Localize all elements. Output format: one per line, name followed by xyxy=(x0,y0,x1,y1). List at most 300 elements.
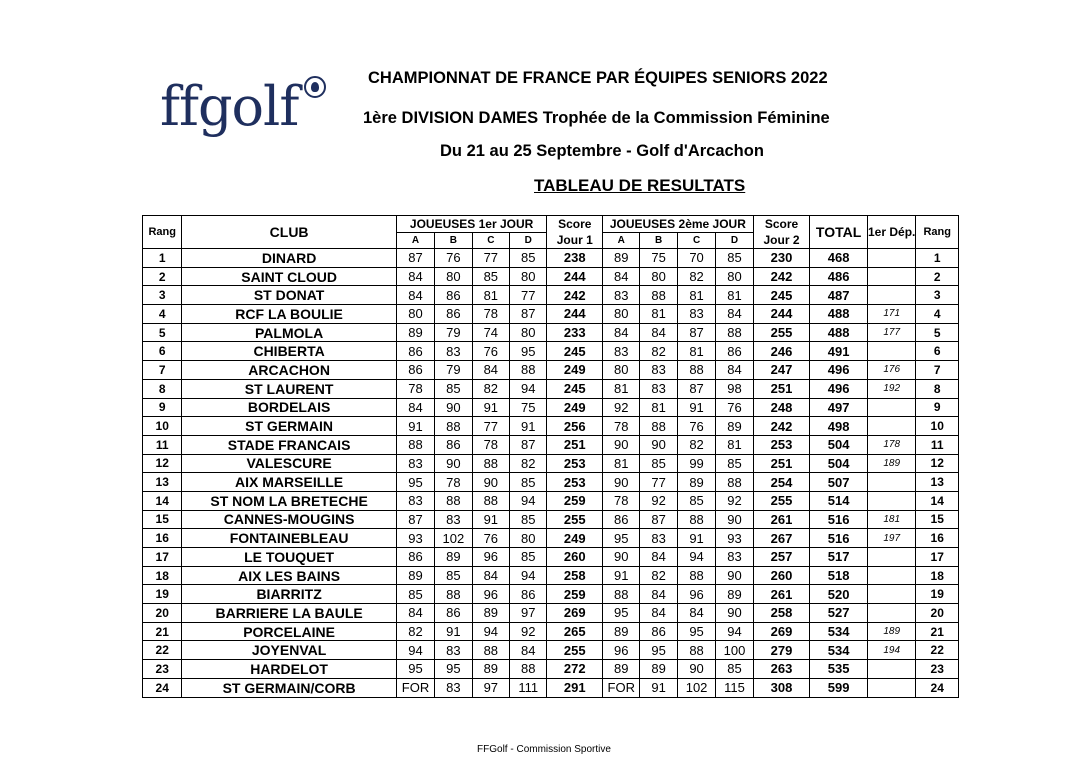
total-cell: 491 xyxy=(810,342,868,361)
day2-player-d-cell: 90 xyxy=(716,566,753,585)
score-day1-cell: 259 xyxy=(547,585,603,604)
header-player-d: D xyxy=(510,233,547,249)
score-day2-cell: 251 xyxy=(753,379,810,398)
club-name-cell: ST GERMAIN/CORB xyxy=(182,678,396,697)
total-cell: 496 xyxy=(810,379,868,398)
day2-player-d-cell: 100 xyxy=(716,641,753,660)
day2-player-b-cell: 89 xyxy=(640,660,677,679)
header-player-b: B xyxy=(435,233,472,249)
day1-player-a-cell: 83 xyxy=(396,491,434,510)
day1-player-b-cell: 79 xyxy=(435,323,472,342)
day1-player-d-cell: 92 xyxy=(510,622,547,641)
day1-player-d-cell: 95 xyxy=(510,342,547,361)
day2-player-b-cell: 83 xyxy=(640,529,677,548)
rank-cell: 2 xyxy=(143,267,182,286)
day2-player-b-cell: 82 xyxy=(640,566,677,585)
total-cell: 496 xyxy=(810,361,868,380)
day2-player-a-cell: 84 xyxy=(603,267,640,286)
day2-player-a-cell: 81 xyxy=(603,379,640,398)
first-departure-cell xyxy=(867,398,916,417)
score-day1-cell: 269 xyxy=(547,604,603,623)
score-day2-cell: 247 xyxy=(753,361,810,380)
day2-player-d-cell: 90 xyxy=(716,510,753,529)
day1-player-b-cell: 89 xyxy=(435,548,472,567)
day2-player-c-cell: 90 xyxy=(677,660,715,679)
day1-player-d-cell: 85 xyxy=(510,473,547,492)
day1-player-b-cell: 90 xyxy=(435,454,472,473)
score-day1-cell: 251 xyxy=(547,435,603,454)
table-row xyxy=(143,379,959,398)
day1-player-b-cell: 78 xyxy=(435,473,472,492)
club-name-cell: BIARRITZ xyxy=(182,585,396,604)
day1-player-c-cell: 78 xyxy=(472,305,509,324)
header-player-a: A xyxy=(603,233,640,249)
day2-player-a-cell: 95 xyxy=(603,604,640,623)
ffgolf-logo xyxy=(160,75,299,138)
rank-cell: 21 xyxy=(143,622,182,641)
rank-right-cell: 18 xyxy=(916,566,959,585)
score-day1-cell: 255 xyxy=(547,510,603,529)
day2-player-b-cell: 81 xyxy=(640,398,677,417)
day2-player-b-cell: 77 xyxy=(640,473,677,492)
day1-player-b-cell: 86 xyxy=(435,604,472,623)
day1-player-b-cell: 76 xyxy=(435,249,472,268)
rank-cell: 19 xyxy=(143,585,182,604)
first-departure-cell xyxy=(867,342,916,361)
day1-player-d-cell: 94 xyxy=(510,491,547,510)
day1-player-c-cell: 88 xyxy=(472,454,509,473)
rank-right-cell: 7 xyxy=(916,361,959,380)
day2-player-d-cell: 85 xyxy=(716,660,753,679)
score-day1-cell: 245 xyxy=(547,379,603,398)
day2-player-a-cell: 95 xyxy=(603,529,640,548)
rank-cell: 4 xyxy=(143,305,182,324)
rank-right-cell: 2 xyxy=(916,267,959,286)
first-departure-cell xyxy=(867,491,916,510)
day1-player-b-cell: 85 xyxy=(435,379,472,398)
table-row xyxy=(143,435,959,454)
first-departure-cell: 197 xyxy=(867,529,916,548)
total-cell: 518 xyxy=(810,566,868,585)
score-day2-cell: 279 xyxy=(753,641,810,660)
first-departure-cell xyxy=(867,566,916,585)
rank-right-cell: 3 xyxy=(916,286,959,305)
day1-player-b-cell: 85 xyxy=(435,566,472,585)
day1-player-d-cell: 91 xyxy=(510,417,547,436)
club-name-cell: ST DONAT xyxy=(182,286,396,305)
day1-player-c-cell: 82 xyxy=(472,379,509,398)
day2-player-b-cell: 83 xyxy=(640,379,677,398)
day2-player-a-cell: 86 xyxy=(603,510,640,529)
day2-player-d-cell: 89 xyxy=(716,417,753,436)
day2-player-d-cell: 85 xyxy=(716,249,753,268)
total-cell: 517 xyxy=(810,548,868,567)
day2-player-c-cell: 82 xyxy=(677,435,715,454)
day1-player-a-cell: 88 xyxy=(396,435,434,454)
score-day2-cell: 251 xyxy=(753,454,810,473)
rank-cell: 1 xyxy=(143,249,182,268)
day1-player-d-cell: 80 xyxy=(510,323,547,342)
day1-player-d-cell: 85 xyxy=(510,548,547,567)
rank-right-cell: 8 xyxy=(916,379,959,398)
club-name-cell: FONTAINEBLEAU xyxy=(182,529,396,548)
day2-player-b-cell: 92 xyxy=(640,491,677,510)
day2-player-a-cell: 83 xyxy=(603,342,640,361)
day2-player-c-cell: 99 xyxy=(677,454,715,473)
day1-player-c-cell: 89 xyxy=(472,604,509,623)
day2-player-c-cell: 102 xyxy=(677,678,715,697)
rank-right-cell: 9 xyxy=(916,398,959,417)
day1-player-d-cell: 80 xyxy=(510,529,547,548)
day2-player-d-cell: 85 xyxy=(716,454,753,473)
score-day2-cell: 257 xyxy=(753,548,810,567)
day2-player-c-cell: 82 xyxy=(677,267,715,286)
day1-player-d-cell: 87 xyxy=(510,435,547,454)
day1-player-a-cell: 82 xyxy=(396,622,434,641)
rank-right-cell: 21 xyxy=(916,622,959,641)
day1-player-c-cell: 89 xyxy=(472,660,509,679)
day2-player-a-cell: 83 xyxy=(603,286,640,305)
day2-player-b-cell: 87 xyxy=(640,510,677,529)
score-day2-cell: 263 xyxy=(753,660,810,679)
day1-player-c-cell: 81 xyxy=(472,286,509,305)
score-day1-cell: 233 xyxy=(547,323,603,342)
day2-player-a-cell: 90 xyxy=(603,435,640,454)
day1-player-a-cell: 95 xyxy=(396,473,434,492)
club-name-cell: HARDELOT xyxy=(182,660,396,679)
score-day1-cell: 259 xyxy=(547,491,603,510)
day1-player-b-cell: 80 xyxy=(435,267,472,286)
table-row xyxy=(143,249,959,268)
score-day2-cell: 261 xyxy=(753,510,810,529)
day2-player-d-cell: 88 xyxy=(716,473,753,492)
total-cell: 507 xyxy=(810,473,868,492)
day2-player-d-cell: 94 xyxy=(716,622,753,641)
day1-player-c-cell: 91 xyxy=(472,398,509,417)
score-day2-cell: 244 xyxy=(753,305,810,324)
day1-player-c-cell: 77 xyxy=(472,249,509,268)
rank-right-cell: 15 xyxy=(916,510,959,529)
day2-player-c-cell: 87 xyxy=(677,379,715,398)
table-row xyxy=(143,641,959,660)
first-departure-cell: 177 xyxy=(867,323,916,342)
club-name-cell: CHIBERTA xyxy=(182,342,396,361)
total-cell: 468 xyxy=(810,249,868,268)
score-day2-cell: 267 xyxy=(753,529,810,548)
day1-player-b-cell: 83 xyxy=(435,678,472,697)
day2-player-b-cell: 85 xyxy=(640,454,677,473)
day2-player-b-cell: 88 xyxy=(640,286,677,305)
score-day1-cell: 258 xyxy=(547,566,603,585)
day1-player-d-cell: 97 xyxy=(510,604,547,623)
day1-player-d-cell: 77 xyxy=(510,286,547,305)
first-departure-cell: 171 xyxy=(867,305,916,324)
day1-player-a-cell: 78 xyxy=(396,379,434,398)
day2-player-a-cell: 92 xyxy=(603,398,640,417)
first-departure-cell: 189 xyxy=(867,454,916,473)
score-day1-cell: 255 xyxy=(547,641,603,660)
rank-right-cell: 17 xyxy=(916,548,959,567)
club-name-cell: ARCACHON xyxy=(182,361,396,380)
day1-player-a-cell: 86 xyxy=(396,361,434,380)
day1-player-d-cell: 88 xyxy=(510,361,547,380)
day2-player-c-cell: 84 xyxy=(677,604,715,623)
total-cell: 487 xyxy=(810,286,868,305)
club-name-cell: PALMOLA xyxy=(182,323,396,342)
day2-player-a-cell: 88 xyxy=(603,585,640,604)
first-departure-cell xyxy=(867,286,916,305)
rank-cell: 10 xyxy=(143,417,182,436)
table-row xyxy=(143,548,959,567)
day1-player-b-cell: 86 xyxy=(435,305,472,324)
day2-player-d-cell: 88 xyxy=(716,323,753,342)
total-cell: 488 xyxy=(810,305,868,324)
rank-cell: 23 xyxy=(143,660,182,679)
day2-player-c-cell: 88 xyxy=(677,510,715,529)
day1-player-c-cell: 94 xyxy=(472,622,509,641)
day1-player-b-cell: 91 xyxy=(435,622,472,641)
total-cell: 534 xyxy=(810,641,868,660)
first-departure-cell xyxy=(867,267,916,286)
day2-player-d-cell: 90 xyxy=(716,604,753,623)
day2-player-c-cell: 91 xyxy=(677,529,715,548)
table-row xyxy=(143,678,959,697)
total-cell: 516 xyxy=(810,510,868,529)
page-footer: FFGolf - Commission Sportive xyxy=(477,744,611,755)
club-name-cell: LE TOUQUET xyxy=(182,548,396,567)
day1-player-a-cell: 87 xyxy=(396,249,434,268)
table-row xyxy=(143,398,959,417)
day1-player-d-cell: 82 xyxy=(510,454,547,473)
score-day1-cell: 244 xyxy=(547,267,603,286)
day2-player-d-cell: 84 xyxy=(716,305,753,324)
day1-player-c-cell: 77 xyxy=(472,417,509,436)
rank-right-cell: 6 xyxy=(916,342,959,361)
rank-cell: 16 xyxy=(143,529,182,548)
club-name-cell: SAINT CLOUD xyxy=(182,267,396,286)
total-cell: 516 xyxy=(810,529,868,548)
table-row xyxy=(143,323,959,342)
total-cell: 535 xyxy=(810,660,868,679)
score-day1-cell: 249 xyxy=(547,529,603,548)
day1-player-c-cell: 74 xyxy=(472,323,509,342)
total-cell: 520 xyxy=(810,585,868,604)
table-row xyxy=(143,454,959,473)
header-player-b: B xyxy=(640,233,677,249)
score-day1-cell: 238 xyxy=(547,249,603,268)
first-departure-cell xyxy=(867,604,916,623)
day2-player-a-cell: 81 xyxy=(603,454,640,473)
day1-player-c-cell: 97 xyxy=(472,678,509,697)
day1-player-c-cell: 76 xyxy=(472,342,509,361)
first-departure-cell: 189 xyxy=(867,622,916,641)
day1-player-b-cell: 90 xyxy=(435,398,472,417)
day1-player-b-cell: 102 xyxy=(435,529,472,548)
results-table xyxy=(142,215,959,698)
table-row xyxy=(143,286,959,305)
rank-right-cell: 16 xyxy=(916,529,959,548)
rooster-emblem-icon xyxy=(304,76,326,98)
header-first-departure: 1er Dép. xyxy=(867,216,916,249)
day1-player-c-cell: 91 xyxy=(472,510,509,529)
rank-cell: 5 xyxy=(143,323,182,342)
club-name-cell: AIX MARSEILLE xyxy=(182,473,396,492)
day1-player-c-cell: 84 xyxy=(472,361,509,380)
rank-right-cell: 12 xyxy=(916,454,959,473)
day1-player-a-cell: 93 xyxy=(396,529,434,548)
score-day1-cell: 253 xyxy=(547,473,603,492)
day2-player-c-cell: 81 xyxy=(677,286,715,305)
day2-player-b-cell: 84 xyxy=(640,548,677,567)
rank-cell: 22 xyxy=(143,641,182,660)
day1-player-d-cell: 86 xyxy=(510,585,547,604)
rank-cell: 14 xyxy=(143,491,182,510)
results-table-title: TABLEAU DE RESULTATS xyxy=(534,176,746,195)
day1-player-b-cell: 86 xyxy=(435,286,472,305)
day2-player-b-cell: 80 xyxy=(640,267,677,286)
rank-right-cell: 14 xyxy=(916,491,959,510)
day2-player-a-cell: 89 xyxy=(603,249,640,268)
day2-player-c-cell: 81 xyxy=(677,342,715,361)
first-departure-cell: 176 xyxy=(867,361,916,380)
club-name-cell: DINARD xyxy=(182,249,396,268)
table-row xyxy=(143,604,959,623)
day1-player-b-cell: 88 xyxy=(435,491,472,510)
day1-player-a-cell: 80 xyxy=(396,305,434,324)
score-day2-cell: 230 xyxy=(753,249,810,268)
day2-player-b-cell: 91 xyxy=(640,678,677,697)
day2-player-c-cell: 83 xyxy=(677,305,715,324)
day1-player-c-cell: 88 xyxy=(472,491,509,510)
day1-player-d-cell: 75 xyxy=(510,398,547,417)
day1-player-b-cell: 95 xyxy=(435,660,472,679)
header-score-day1: Score Jour 1 xyxy=(547,216,603,249)
header-rang-right: Rang xyxy=(916,216,959,249)
day1-player-d-cell: 87 xyxy=(510,305,547,324)
day1-player-c-cell: 88 xyxy=(472,641,509,660)
table-row xyxy=(143,267,959,286)
day2-player-c-cell: 88 xyxy=(677,641,715,660)
rank-cell: 6 xyxy=(143,342,182,361)
rank-cell: 11 xyxy=(143,435,182,454)
rank-cell: 7 xyxy=(143,361,182,380)
score-day1-cell: 245 xyxy=(547,342,603,361)
rank-right-cell: 11 xyxy=(916,435,959,454)
first-departure-cell: 178 xyxy=(867,435,916,454)
score-day1-cell: 249 xyxy=(547,398,603,417)
score-day2-cell: 242 xyxy=(753,267,810,286)
rank-right-cell: 20 xyxy=(916,604,959,623)
day1-player-c-cell: 90 xyxy=(472,473,509,492)
table-row xyxy=(143,566,959,585)
day1-player-a-cell: 95 xyxy=(396,660,434,679)
table-row xyxy=(143,417,959,436)
club-name-cell: ST LAURENT xyxy=(182,379,396,398)
day1-player-d-cell: 85 xyxy=(510,510,547,529)
day2-player-d-cell: 83 xyxy=(716,548,753,567)
day2-player-d-cell: 81 xyxy=(716,286,753,305)
day2-player-b-cell: 90 xyxy=(640,435,677,454)
table-row xyxy=(143,585,959,604)
day2-player-c-cell: 88 xyxy=(677,361,715,380)
rank-cell: 24 xyxy=(143,678,182,697)
club-name-cell: AIX LES BAINS xyxy=(182,566,396,585)
day2-player-a-cell: 90 xyxy=(603,548,640,567)
day1-player-b-cell: 88 xyxy=(435,585,472,604)
score-day1-cell: 260 xyxy=(547,548,603,567)
day2-player-d-cell: 76 xyxy=(716,398,753,417)
score-day1-cell: 249 xyxy=(547,361,603,380)
day1-player-d-cell: 111 xyxy=(510,678,547,697)
table-row xyxy=(143,660,959,679)
header-rang: Rang xyxy=(143,216,182,249)
day1-player-a-cell: 84 xyxy=(396,604,434,623)
day2-player-d-cell: 89 xyxy=(716,585,753,604)
day2-player-d-cell: 93 xyxy=(716,529,753,548)
first-departure-cell xyxy=(867,585,916,604)
header-club: CLUB xyxy=(182,216,396,249)
table-row xyxy=(143,342,959,361)
day2-player-b-cell: 84 xyxy=(640,585,677,604)
day2-player-c-cell: 89 xyxy=(677,473,715,492)
day1-player-a-cell: 86 xyxy=(396,342,434,361)
day2-player-d-cell: 84 xyxy=(716,361,753,380)
day1-player-a-cell: 85 xyxy=(396,585,434,604)
day1-player-b-cell: 83 xyxy=(435,641,472,660)
day1-player-b-cell: 88 xyxy=(435,417,472,436)
day1-player-a-cell: 91 xyxy=(396,417,434,436)
logo-text: ffgolf xyxy=(160,75,299,138)
rank-cell: 20 xyxy=(143,604,182,623)
day2-player-c-cell: 87 xyxy=(677,323,715,342)
day2-player-b-cell: 75 xyxy=(640,249,677,268)
header-player-d: D xyxy=(716,233,753,249)
day1-player-a-cell: 89 xyxy=(396,566,434,585)
total-cell: 504 xyxy=(810,454,868,473)
club-name-cell: CANNES-MOUGINS xyxy=(182,510,396,529)
rank-right-cell: 1 xyxy=(916,249,959,268)
day2-player-c-cell: 96 xyxy=(677,585,715,604)
day2-player-c-cell: 70 xyxy=(677,249,715,268)
day2-player-b-cell: 95 xyxy=(640,641,677,660)
day2-player-c-cell: 76 xyxy=(677,417,715,436)
day2-player-d-cell: 115 xyxy=(716,678,753,697)
day1-player-a-cell: 89 xyxy=(396,323,434,342)
score-day2-cell: 308 xyxy=(753,678,810,697)
rank-right-cell: 23 xyxy=(916,660,959,679)
day2-player-a-cell: 78 xyxy=(603,491,640,510)
rank-cell: 12 xyxy=(143,454,182,473)
score-day1-cell: 256 xyxy=(547,417,603,436)
day2-player-a-cell: 90 xyxy=(603,473,640,492)
day2-player-c-cell: 85 xyxy=(677,491,715,510)
day2-player-b-cell: 83 xyxy=(640,361,677,380)
day2-player-c-cell: 91 xyxy=(677,398,715,417)
score-day2-cell: 260 xyxy=(753,566,810,585)
day2-player-c-cell: 94 xyxy=(677,548,715,567)
header-player-a: A xyxy=(396,233,434,249)
score-day2-cell: 254 xyxy=(753,473,810,492)
score-day1-cell: 242 xyxy=(547,286,603,305)
rank-right-cell: 10 xyxy=(916,417,959,436)
day1-player-d-cell: 80 xyxy=(510,267,547,286)
score-day1-cell: 265 xyxy=(547,622,603,641)
day2-player-d-cell: 80 xyxy=(716,267,753,286)
day1-player-d-cell: 85 xyxy=(510,249,547,268)
table-row xyxy=(143,491,959,510)
day1-player-c-cell: 78 xyxy=(472,435,509,454)
day1-player-a-cell: 84 xyxy=(396,267,434,286)
